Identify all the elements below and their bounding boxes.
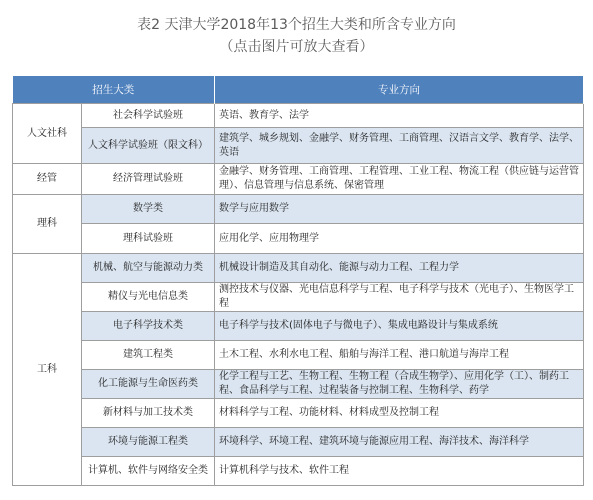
category-cell: 社会科学试验班: [82, 104, 215, 128]
category-cell: 精仪与光电信息类: [82, 283, 215, 312]
majors-cell: 环境科学、环境工程、建筑环境与能源应用工程、海洋技术、海洋科学: [215, 428, 584, 457]
group-cell: 理科: [13, 195, 82, 254]
category-cell: 化工能源与生命医药类: [82, 370, 215, 399]
majors-cell: 材料科学与工程、功能材料、材料成型及控制工程: [215, 399, 584, 428]
zoom-hint: （点击图片可放大查看）: [219, 39, 374, 55]
majors-cell: 化学工程与工艺、生物工程、生物工程（合成生物学）、应用化学（工）、制药工程、食品科学与工程、过程装备与控制工程、生物科学、药学: [215, 370, 584, 399]
table-row: [13, 254, 584, 283]
category-cell: 数学类: [82, 195, 215, 224]
table-row: [13, 341, 584, 370]
table-row: [13, 128, 584, 164]
category-cell: 建筑工程类: [82, 341, 215, 370]
majors-cell: 英语、教育学、法学: [215, 104, 584, 128]
majors-cell: 数学与应用数学: [215, 195, 584, 224]
group-cell: 经管: [13, 164, 82, 195]
table-row: [13, 457, 584, 486]
table-body: [13, 104, 584, 486]
table-row: [13, 195, 584, 224]
table-caption: [0, 0, 593, 58]
table-row: [13, 312, 584, 341]
table-row: [13, 164, 584, 195]
majors-cell: 土木工程、水利水电工程、船舶与海洋工程、港口航道与海岸工程: [215, 341, 584, 370]
category-cell: 人文科学试验班（限文科）: [82, 128, 215, 164]
category-cell: 新材料与加工技术类: [82, 399, 215, 428]
majors-cell: 电子科学与技术(固体电子与微电子）、集成电路设计与集成系统: [215, 312, 584, 341]
table-row: [13, 399, 584, 428]
category-cell: 经济管理试验班: [82, 164, 215, 195]
table-row: [13, 370, 584, 399]
category-cell: 电子科学技术类: [82, 312, 215, 341]
group-cell: 工科: [13, 254, 82, 486]
category-cell: 环境与能源工程类: [82, 428, 215, 457]
table-row: [13, 428, 584, 457]
majors-cell: 建筑学、城乡规划、金融学、财务管理、工商管理、汉语言文学、教育学、法学、英语: [215, 128, 584, 164]
category-cell: 机械、航空与能源动力类: [82, 254, 215, 283]
majors-cell: 机械设计制造及其自动化、能源与动力工程、工程力学: [215, 254, 584, 283]
majors-cell: 金融学、财务管理、工商管理、工程管理、工业工程、物流工程（供应链与运营管理）、信息管理与信息系统、保密管理: [215, 164, 584, 195]
table-row: [13, 104, 584, 128]
table-title: 表2 天津大学2018年13个招生大类和所含专业方向: [137, 17, 456, 33]
category-cell: 计算机、软件与网络安全类: [82, 457, 215, 486]
majors-cell: 应用化学、应用物理学: [215, 224, 584, 254]
group-cell: 人文社科: [13, 104, 82, 164]
majors-cell: 测控技术与仪器、光电信息科学与工程、电子科学与技术（光电子）、生物医学工程: [215, 283, 584, 312]
majors-table: [12, 76, 584, 486]
majors-cell: 计算机科学与技术、软件工程: [215, 457, 584, 486]
header-category: 招生大类: [13, 76, 215, 104]
table-header-row: [13, 76, 584, 104]
category-cell: 理科试验班: [82, 224, 215, 254]
header-majors: 专业方向: [215, 76, 584, 104]
table-row: [13, 283, 584, 312]
table-row: [13, 224, 584, 254]
